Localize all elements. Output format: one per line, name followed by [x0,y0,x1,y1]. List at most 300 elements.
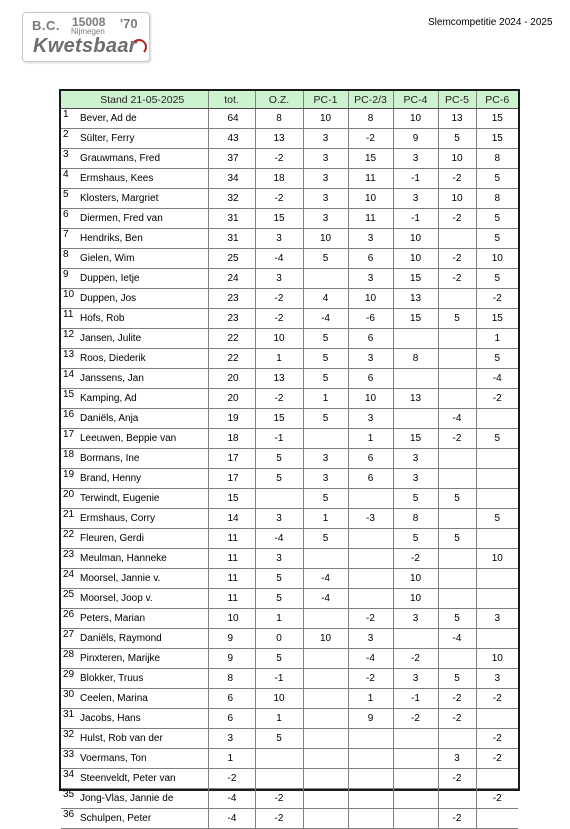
pc4-cell: 13 [393,289,438,309]
pc6-cell: 5 [476,349,518,369]
pc1-cell [303,809,348,829]
table-row [61,289,518,309]
rank-cell: 35 [61,789,77,809]
logo-city: Nijmegen [71,27,105,36]
pc23-cell: 1 [348,429,393,449]
pc5-cell: -2 [438,709,476,729]
oz-cell: -2 [255,809,303,829]
pc5-cell [438,449,476,469]
pc5-cell [438,569,476,589]
total-cell: 11 [208,549,255,569]
pc5-cell: -4 [438,629,476,649]
total-cell: 8 [208,669,255,689]
name-cell: Bever, Ad de [77,109,208,129]
oz-cell: 5 [255,449,303,469]
total-cell: 43 [208,129,255,149]
total-cell: 15 [208,489,255,509]
pc6-cell: 1 [476,329,518,349]
oz-cell: -2 [255,189,303,209]
name-cell: Grauwmans, Fred [77,149,208,169]
oz-cell: 5 [255,469,303,489]
pc1-cell [303,709,348,729]
pc1-cell [303,749,348,769]
header-row [61,91,518,109]
pc1-cell: 3 [303,189,348,209]
oz-cell: -2 [255,789,303,809]
oz-cell: 10 [255,689,303,709]
oz-cell: 1 [255,609,303,629]
pc5-cell: -2 [438,169,476,189]
logo-name: Kwetsbaar [33,35,137,57]
total-cell: 31 [208,209,255,229]
pc6-cell [476,569,518,589]
pc1-cell [303,549,348,569]
pc23-cell: 11 [348,209,393,229]
oz-cell: 8 [255,109,303,129]
rank-cell: 13 [61,349,77,369]
pc5-cell [438,229,476,249]
pc6-cell: -2 [476,289,518,309]
table-row [61,189,518,209]
rank-cell: 11 [61,309,77,329]
pc6-cell: -2 [476,689,518,709]
pc5-cell: -2 [438,689,476,709]
pc6-cell: 5 [476,509,518,529]
pc5-cell [438,349,476,369]
table-row [61,169,518,189]
oz-cell [255,769,303,789]
header-pc4: PC-4 [393,91,438,109]
logo-number: 15008 [72,15,106,29]
pc23-cell: 1 [348,689,393,709]
pc6-cell: 5 [476,429,518,449]
pc23-cell: -2 [348,669,393,689]
pc4-cell: 3 [393,469,438,489]
rank-cell: 19 [61,469,77,489]
pc1-cell: 10 [303,629,348,649]
standings-table [61,91,518,829]
rank-cell: 15 [61,389,77,409]
pc23-cell [348,809,393,829]
pc6-cell: 15 [476,109,518,129]
pc6-cell [476,449,518,469]
pc23-cell: 3 [348,229,393,249]
oz-cell: -4 [255,249,303,269]
total-cell: 37 [208,149,255,169]
total-cell: 6 [208,709,255,729]
pc5-cell [438,729,476,749]
pc5-cell: 5 [438,609,476,629]
pc23-cell: 3 [348,629,393,649]
pc1-cell [303,689,348,709]
name-cell: Hendriks, Ben [77,229,208,249]
pc23-cell: -4 [348,649,393,669]
pc1-cell: 4 [303,289,348,309]
header-pc6: PC-6 [476,91,518,109]
pc1-cell: 10 [303,229,348,249]
total-cell: 1 [208,749,255,769]
oz-cell [255,489,303,509]
total-cell: 9 [208,629,255,649]
pc1-cell: 5 [303,489,348,509]
rank-cell: 4 [61,169,77,189]
pc5-cell [438,549,476,569]
table-row [61,309,518,329]
pc1-cell: 5 [303,529,348,549]
pc1-cell [303,669,348,689]
pc6-cell [476,529,518,549]
pc4-cell: 3 [393,609,438,629]
rank-cell: 36 [61,809,77,829]
pc1-cell: 1 [303,389,348,409]
pc6-cell: -2 [476,789,518,809]
pc23-cell: 6 [348,449,393,469]
rank-cell: 21 [61,509,77,529]
oz-cell: 13 [255,129,303,149]
pc5-cell: -2 [438,769,476,789]
total-cell: 22 [208,349,255,369]
pc1-cell: 5 [303,409,348,429]
pc23-cell: 6 [348,329,393,349]
header-standing: Stand 21-05-2025 [77,91,208,109]
name-cell: Hofs, Rob [77,309,208,329]
pc4-cell: 15 [393,429,438,449]
name-cell: Janssens, Jan [77,369,208,389]
rank-cell: 1 [61,109,77,129]
pc1-cell: -4 [303,569,348,589]
pc1-cell [303,609,348,629]
pc1-cell: 5 [303,369,348,389]
pc1-cell: 5 [303,249,348,269]
pc6-cell [476,769,518,789]
pc4-cell: 3 [393,449,438,469]
pc6-cell: 10 [476,649,518,669]
pc1-cell: 3 [303,129,348,149]
rank-cell: 23 [61,549,77,569]
pc23-cell: 10 [348,289,393,309]
pc23-cell: 6 [348,469,393,489]
rank-cell: 33 [61,749,77,769]
name-cell: Bormans, Ine [77,449,208,469]
oz-cell: 10 [255,329,303,349]
pc1-cell: 5 [303,329,348,349]
total-cell: 64 [208,109,255,129]
rank-cell: 18 [61,449,77,469]
pc23-cell [348,569,393,589]
name-cell: Voermans, Ton [77,749,208,769]
table-row [61,249,518,269]
table-row [61,349,518,369]
pc5-cell: -4 [438,409,476,429]
total-cell: 17 [208,449,255,469]
pc4-cell: 10 [393,569,438,589]
table-row [61,389,518,409]
pc4-cell: -2 [393,649,438,669]
pc6-cell: 15 [476,129,518,149]
pc1-cell [303,729,348,749]
pc1-cell: 3 [303,149,348,169]
rank-cell: 12 [61,329,77,349]
pc6-cell: 5 [476,169,518,189]
oz-cell: 3 [255,509,303,529]
pc4-cell: 5 [393,529,438,549]
name-cell: Jong-Vlas, Jannie de [77,789,208,809]
pc1-cell: 3 [303,469,348,489]
rank-cell: 9 [61,269,77,289]
rank-cell: 3 [61,149,77,169]
oz-cell: -1 [255,429,303,449]
pc5-cell: 3 [438,749,476,769]
total-cell: 19 [208,409,255,429]
oz-cell: -2 [255,309,303,329]
table-row [61,209,518,229]
pc5-cell [438,509,476,529]
pc23-cell: 10 [348,389,393,409]
table-row [61,369,518,389]
total-cell: 10 [208,609,255,629]
oz-cell: 15 [255,209,303,229]
total-cell: 11 [208,569,255,589]
oz-cell: 5 [255,649,303,669]
table-row [61,529,518,549]
name-cell: Steenveldt, Peter van [77,769,208,789]
pc5-cell: 10 [438,189,476,209]
pc5-cell: 5 [438,129,476,149]
pc4-cell [393,769,438,789]
name-cell: Daniëls, Anja [77,409,208,429]
table-row [61,649,518,669]
pc4-cell: 10 [393,229,438,249]
rank-cell: 27 [61,629,77,649]
pc4-cell: 3 [393,149,438,169]
oz-cell: 3 [255,229,303,249]
pc23-cell [348,729,393,749]
pc23-cell: 10 [348,189,393,209]
pc1-cell [303,269,348,289]
rank-cell: 6 [61,209,77,229]
pc6-cell [476,589,518,609]
pc5-cell: -2 [438,429,476,449]
pc4-cell: 15 [393,309,438,329]
pc6-cell: 10 [476,249,518,269]
pc1-cell [303,789,348,809]
pc6-cell: 3 [476,669,518,689]
name-cell: Duppen, Jos [77,289,208,309]
table-row [61,629,518,649]
pc23-cell [348,789,393,809]
pc4-cell: 15 [393,269,438,289]
logo-bc: B.C. [32,18,60,33]
total-cell: 32 [208,189,255,209]
pc5-cell: -2 [438,249,476,269]
pc4-cell: -2 [393,709,438,729]
table-row [61,589,518,609]
pc4-cell: 13 [393,389,438,409]
oz-cell: -2 [255,149,303,169]
rank-cell: 16 [61,409,77,429]
total-cell: 23 [208,289,255,309]
table-row [61,689,518,709]
name-cell: Terwindt, Eugenie [77,489,208,509]
name-cell: Pinxteren, Marijke [77,649,208,669]
name-cell: Roos, Diederik [77,349,208,369]
header-total: tot. [208,91,255,109]
pc23-cell: 9 [348,709,393,729]
pc6-cell: -2 [476,749,518,769]
pc6-cell: 5 [476,229,518,249]
total-cell: 11 [208,589,255,609]
total-cell: 24 [208,269,255,289]
pc6-cell [476,409,518,429]
pc5-cell: -2 [438,809,476,829]
pc6-cell: 5 [476,209,518,229]
pc5-cell [438,289,476,309]
pc23-cell: -6 [348,309,393,329]
total-cell: 25 [208,249,255,269]
pc5-cell [438,789,476,809]
competition-title: Slemcompetitie 2024 - 2025 [428,17,553,28]
table-row [61,549,518,569]
pc4-cell [393,369,438,389]
pc5-cell: 5 [438,669,476,689]
pc5-cell [438,369,476,389]
pc23-cell [348,589,393,609]
name-cell: Jansen, Julite [77,329,208,349]
pc5-cell [438,469,476,489]
pc6-cell: -2 [476,389,518,409]
pc4-cell: 8 [393,509,438,529]
table-row [61,809,518,829]
table-row [61,509,518,529]
pc1-cell: -4 [303,589,348,609]
pc5-cell: 13 [438,109,476,129]
club-logo [22,12,150,62]
logo-year: '70 [120,16,138,31]
pc6-cell: 10 [476,549,518,569]
pc4-cell: 10 [393,249,438,269]
oz-cell: 1 [255,349,303,369]
pc6-cell: 5 [476,269,518,289]
pc6-cell: 8 [476,189,518,209]
oz-cell: 13 [255,369,303,389]
oz-cell: 15 [255,409,303,429]
pc4-cell: 8 [393,349,438,369]
pc1-cell: 3 [303,209,348,229]
pc4-cell: -1 [393,689,438,709]
oz-cell: -1 [255,669,303,689]
name-cell: Ermshaus, Corry [77,509,208,529]
total-cell: 22 [208,329,255,349]
pc23-cell: 3 [348,409,393,429]
pc23-cell [348,749,393,769]
pc5-cell [438,329,476,349]
table-row [61,329,518,349]
name-cell: Moorsel, Joop v. [77,589,208,609]
name-cell: Kamping, Ad [77,389,208,409]
pc1-cell: 10 [303,109,348,129]
oz-cell: 18 [255,169,303,189]
pc5-cell [438,589,476,609]
table-row [61,709,518,729]
rank-cell: 32 [61,729,77,749]
table-row [61,409,518,429]
pc23-cell: 8 [348,109,393,129]
table-row [61,749,518,769]
table-row [61,129,518,149]
table-row [61,229,518,249]
total-cell: 20 [208,369,255,389]
name-cell: Blokker, Truus [77,669,208,689]
name-cell: Diermen, Fred van [77,209,208,229]
pc5-cell [438,389,476,409]
rank-cell: 34 [61,769,77,789]
rank-cell: 25 [61,589,77,609]
pc4-cell [393,629,438,649]
table-row [61,489,518,509]
pc6-cell: -2 [476,729,518,749]
rank-cell: 17 [61,429,77,449]
rank-cell: 30 [61,689,77,709]
table-row [61,729,518,749]
oz-cell: -4 [255,529,303,549]
oz-cell [255,749,303,769]
name-cell: Leeuwen, Beppie van [77,429,208,449]
total-cell: 14 [208,509,255,529]
oz-cell: 5 [255,589,303,609]
rank-cell: 22 [61,529,77,549]
total-cell: 17 [208,469,255,489]
header-pc23: PC-2/3 [348,91,393,109]
pc4-cell: 10 [393,109,438,129]
pc6-cell: 3 [476,609,518,629]
pc5-cell: 5 [438,489,476,509]
header-pc5: PC-5 [438,91,476,109]
pc5-cell: 5 [438,529,476,549]
pc23-cell: 11 [348,169,393,189]
pc4-cell: -1 [393,169,438,189]
pc23-cell [348,549,393,569]
pc1-cell [303,769,348,789]
pc23-cell: 15 [348,149,393,169]
name-cell: Klosters, Margriet [77,189,208,209]
pc6-cell [476,489,518,509]
pc1-cell: 3 [303,169,348,189]
pc23-cell: 3 [348,349,393,369]
total-cell: 34 [208,169,255,189]
pc4-cell: 9 [393,129,438,149]
pc4-cell [393,329,438,349]
pc23-cell [348,769,393,789]
name-cell: Gielen, Wim [77,249,208,269]
rank-cell: 28 [61,649,77,669]
header-oz: O.Z. [255,91,303,109]
rank-cell: 14 [61,369,77,389]
name-cell: Meulman, Hanneke [77,549,208,569]
oz-cell: 3 [255,549,303,569]
rank-cell: 24 [61,569,77,589]
oz-cell: 3 [255,269,303,289]
table-row [61,769,518,789]
pc6-cell [476,809,518,829]
pc4-cell: 10 [393,589,438,609]
pc1-cell: -4 [303,309,348,329]
pc23-cell: -3 [348,509,393,529]
name-cell: Daniëls, Raymond [77,629,208,649]
pc4-cell: -1 [393,209,438,229]
name-cell: Brand, Henny [77,469,208,489]
pc5-cell: 5 [438,309,476,329]
oz-cell: 5 [255,729,303,749]
